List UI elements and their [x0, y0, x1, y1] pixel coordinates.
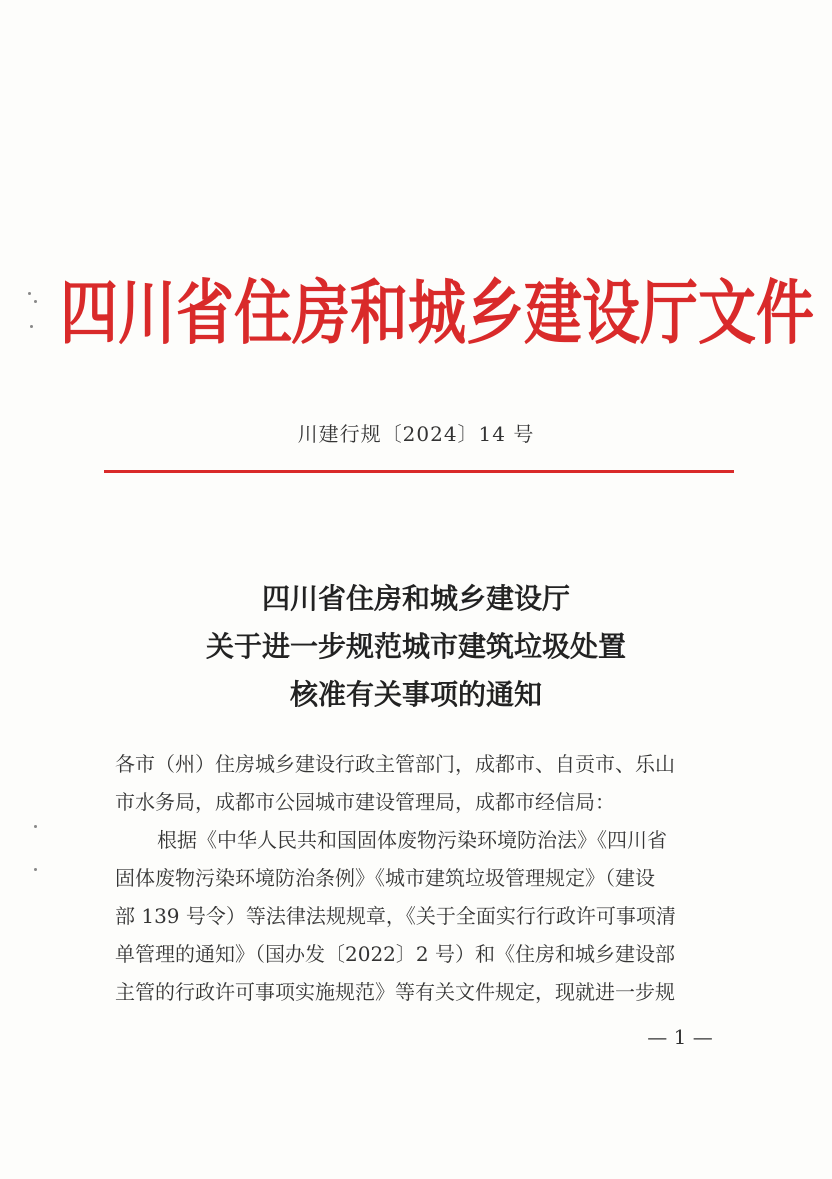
scan-speck — [34, 825, 37, 828]
title-line: 核准有关事项的通知 — [289, 678, 542, 711]
title-line: 四川省住房和城乡建设厅 — [261, 582, 570, 615]
body-line: 各市（州）住房城乡建设行政主管部门，成都市、自贡市、乐山 — [115, 752, 675, 776]
body-line: 部 139 号令）等法律法规规章，《关于全面实行行政许可事项清 — [115, 904, 676, 928]
scan-speck — [28, 292, 31, 295]
issuer-header: 四川省住房和城乡建设厅文件 — [60, 272, 815, 354]
red-divider-line — [104, 470, 734, 473]
body-text — [115, 745, 745, 1011]
scan-speck — [34, 300, 37, 303]
scan-speck — [30, 325, 33, 328]
title-line: 关于进一步规范城市建筑垃圾处置 — [205, 630, 626, 663]
page-number: — 1 — — [647, 1025, 713, 1049]
document-number: 川建行规〔2024〕14 号 — [297, 422, 535, 446]
body-line: 市水务局，成都市公园城市建设管理局，成都市经信局： — [115, 790, 615, 814]
scan-speck — [34, 868, 37, 871]
document-title — [0, 575, 832, 719]
body-line: 根据《中华人民共和国固体废物污染环境防治法》《四川省 — [157, 828, 667, 852]
body-line: 单管理的通知》（国办发〔2022〕2 号）和《住房和城乡建设部 — [115, 942, 675, 966]
body-line: 固体废物污染环境防治条例》《城市建筑垃圾管理规定》（建设 — [115, 866, 655, 890]
body-line: 主管的行政许可事项实施规范》等有关文件规定，现就进一步规 — [115, 980, 675, 1004]
